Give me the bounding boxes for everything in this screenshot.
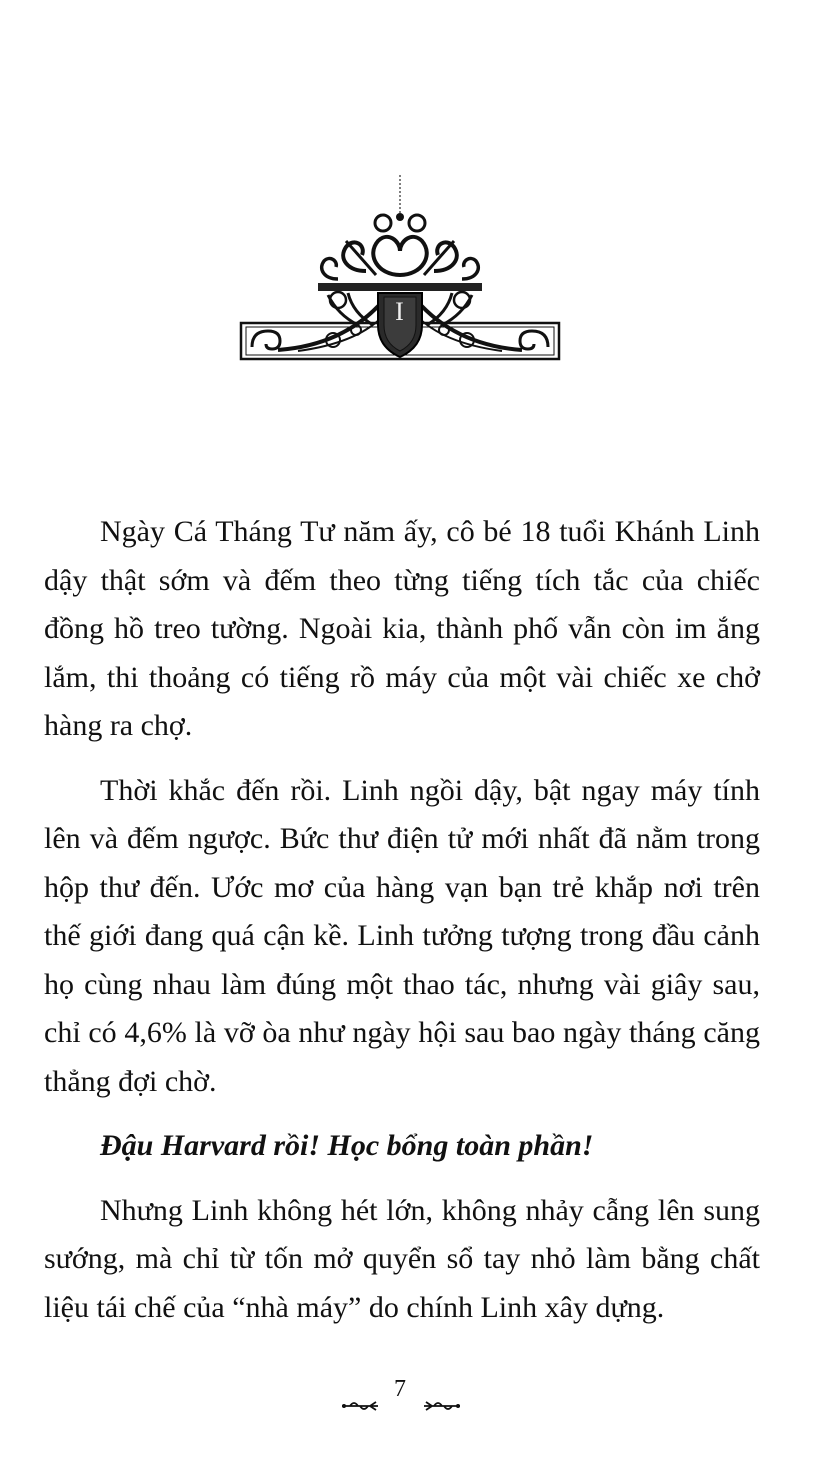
paragraph-1: Ngày Cá Tháng Tư năm ấy, cô bé 18 tuổi Khánh Linh dậy thật sớm và đếm theo từng tiếng tích tắc của chiếc đồng hồ treo tường. Ngoài kia, thành phố vẫn còn im ắng lắm, thi thoảng có tiếng rồ máy của một vài chiếc xe chở hàng ra chợ. xyxy=(44,515,760,742)
emphasis-line: Đậu Harvard rồi! Học bổng toàn phần! xyxy=(100,1129,594,1162)
page-footer xyxy=(330,1376,470,1420)
chapter-ornament-icon xyxy=(238,175,562,365)
paragraph-3: Nhưng Linh không hét lớn, không nhảy cẫng lên sung sướng, mà chỉ từ tốn mở quyển sổ tay nhỏ làm bằng chất liệu tái chế của “nhà máy” do chính Linh xây dựng. xyxy=(44,1193,760,1324)
flourish-right-icon xyxy=(422,1398,462,1412)
chapter-number: I xyxy=(395,297,405,326)
chapter-body xyxy=(44,508,760,1348)
flourish-left-icon xyxy=(340,1398,380,1412)
page-number: 7 xyxy=(394,1376,406,1402)
paragraph-2: Thời khắc đến rồi. Linh ngồi dậy, bật ngay máy tính lên và đếm ngược. Bức thư điện tử mới nhất đã nằm trong hộp thư đến. Ước mơ của hàng vạn bạn trẻ khắp nơi trên thế giới đang quá cận kề. Linh tưởng tượng trong đầu cảnh họ cùng nhau làm đúng một thao tác, nhưng vài giây sau, chỉ có 4,6% là vỡ òa như ngày hội sau bao ngày tháng căng thẳng đợi chờ. xyxy=(44,773,760,1098)
